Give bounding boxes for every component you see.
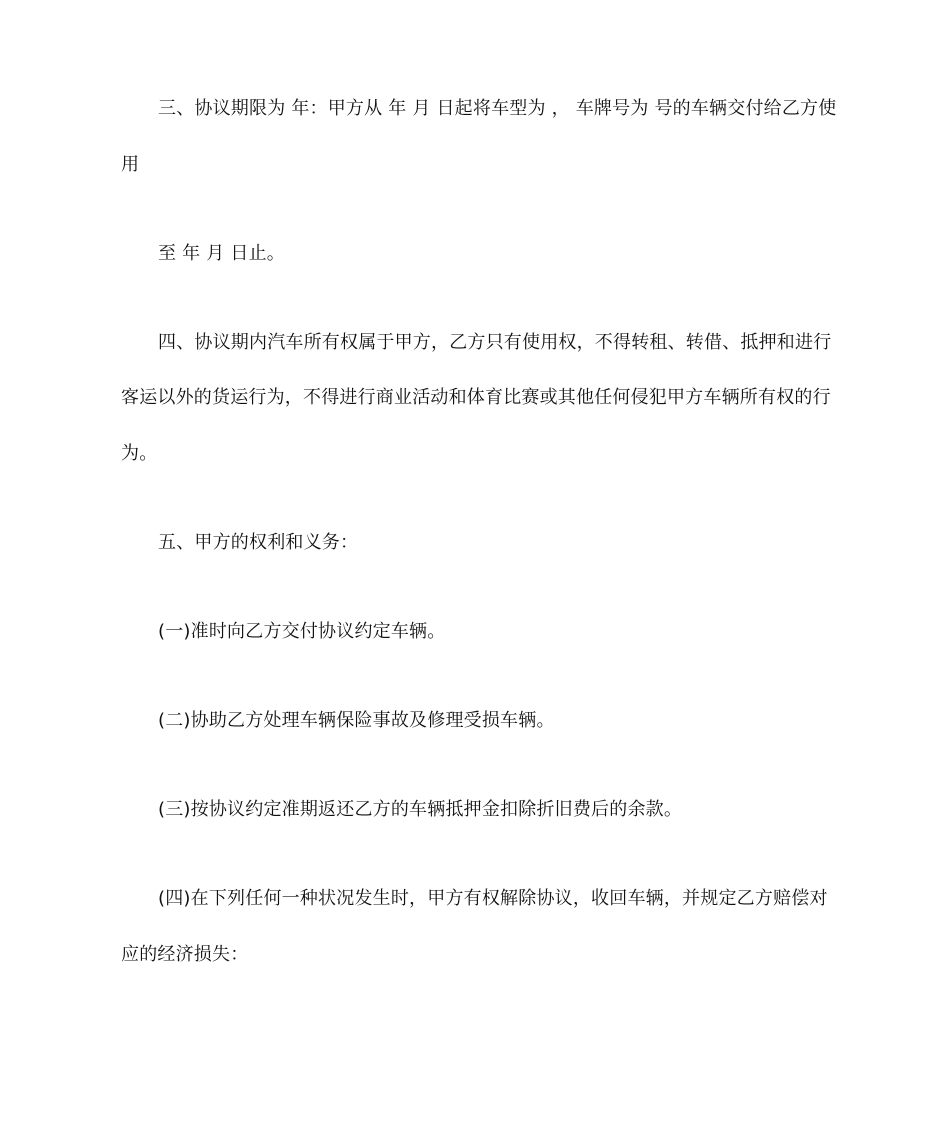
section5-item4-line1: (四)在下列任何一种状况发生时，甲方有权解除协议，收回车辆，并规定乙方赔偿对 <box>158 888 828 909</box>
section5-heading: 五、甲方的权利和义务： <box>158 532 359 553</box>
section5-item4-line2: 应的经济损失： <box>121 944 249 965</box>
section5-item2: (二)协助乙方处理车辆保险事故及修理受损车辆。 <box>158 710 555 731</box>
section5-item3: (三)按协议约定准期返还乙方的车辆抵押金扣除折旧费后的余款。 <box>158 799 683 820</box>
section3-line3: 至 年 月 日止。 <box>158 243 285 264</box>
section3-line2: 用 <box>121 154 140 175</box>
section4-line2: 客运以外的货运行为，不得进行商业活动和体育比赛或其他任何侵犯甲方车辆所有权的行 <box>121 387 831 408</box>
section4-line3: 为。 <box>121 443 158 464</box>
section5-item1: (一)准时向乙方交付协议约定车辆。 <box>158 621 446 642</box>
section4-line1: 四、协议期内汽车所有权属于甲方，乙方只有使用权，不得转租、转借、抵押和进行 <box>158 332 832 353</box>
section3-line1: 三、协议期限为 年：甲方从 年 月 日起将车型为 ， 车牌号为 号的车辆交付给乙方使 <box>158 98 837 119</box>
